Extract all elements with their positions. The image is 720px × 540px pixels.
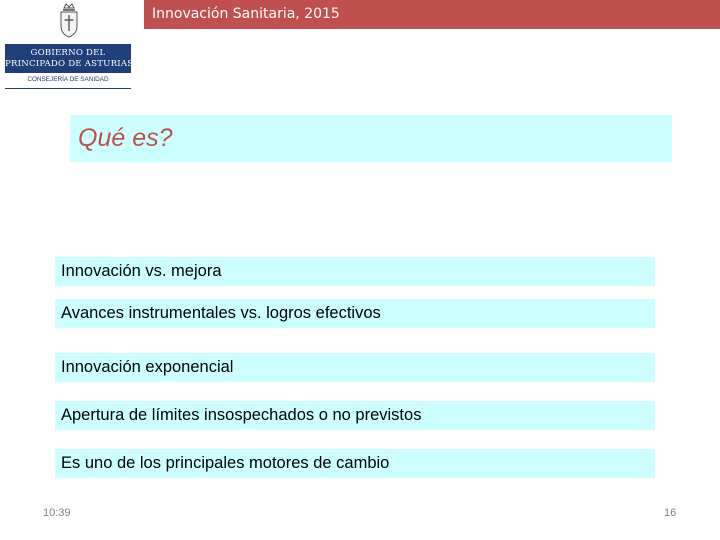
bullet-item [55,299,655,328]
government-name-line1: GOBIERNO DEL [30,48,106,58]
bullet-item [55,401,655,430]
page-number: 16 [664,507,677,519]
bullet-text: Es uno de los principales motores de cambio [61,454,390,472]
slide-title-box [70,115,672,162]
bullet-item [55,257,655,286]
coat-of-arms-icon [58,2,80,38]
bullet-item [55,353,655,382]
bullet-text: Apertura de límites insospechados o no previstos [61,406,422,424]
header-bar [144,0,720,29]
government-name-line2: PRINCIPADO DE ASTURIAS [5,59,134,69]
department-name: CONSEJERÍA DE SANIDAD [27,76,109,83]
bullet-text: Innovación vs. mejora [61,262,222,280]
bullet-text: Avances instrumentales vs. logros efectivos [61,304,381,322]
government-name-box [5,44,134,73]
bullet-text: Innovación exponencial [61,358,234,376]
header-title: Innovación Sanitaria, 2015 [152,6,340,22]
slide-title: Qué es? [78,124,173,152]
footer-time: 10:39 [43,507,71,519]
bullet-item [55,449,655,478]
logo-divider [5,88,131,89]
institution-logo [5,2,133,90]
